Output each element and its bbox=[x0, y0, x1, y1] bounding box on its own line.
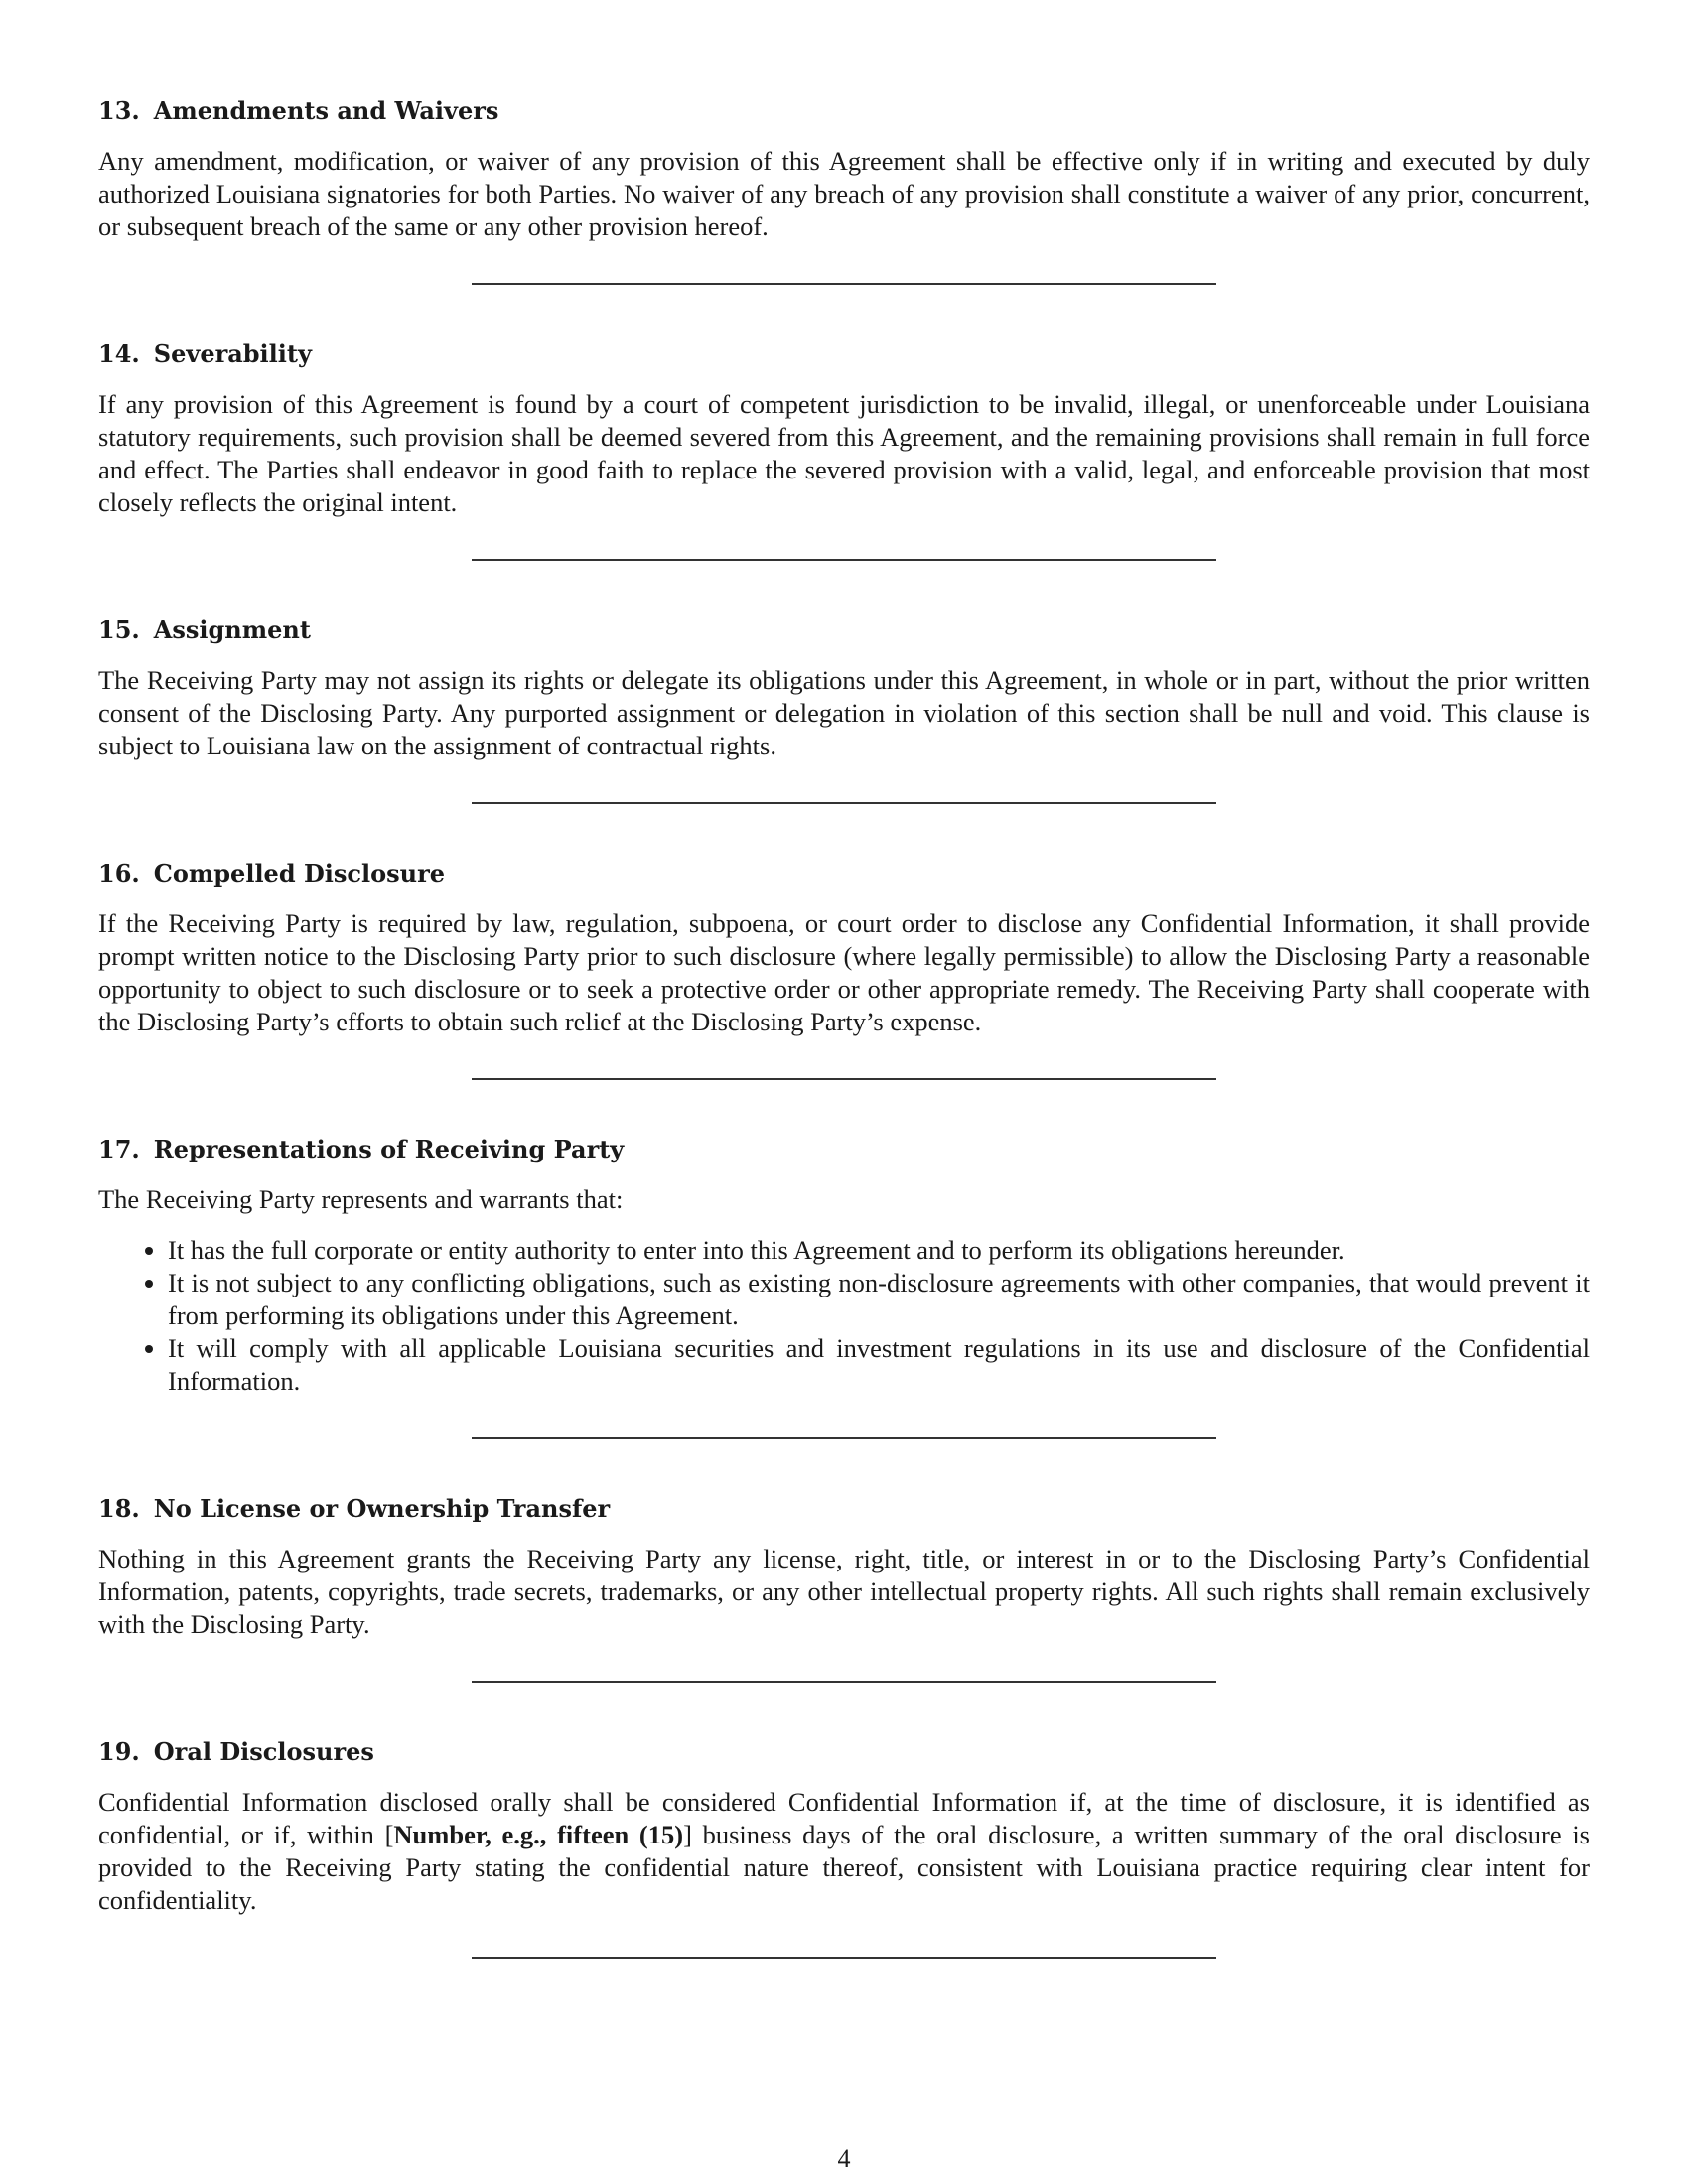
section-text: Any amendment, modification, or waiver of any provision of this Agreement shall be effective only if in writing and executed by duly authorized Louisiana signatories for both Parties. No waiver of any breach of any provision shall constitute a waiver of any prior, concurrent, or subsequent breach of the same or any other provision hereof. bbox=[98, 146, 1590, 241]
section-title: Representations of Receiving Party bbox=[153, 1135, 625, 1163]
section-heading bbox=[98, 858, 1590, 889]
section-number: 17. bbox=[98, 1135, 140, 1163]
section-heading bbox=[98, 614, 1590, 646]
text-before-placeholder: Confidential Information disclosed orally shall be considered Confidential Information if, at the time of disclosure, it is identified as confidential, or if, within [ bbox=[98, 1787, 1590, 1849]
representations-list bbox=[98, 1234, 1590, 1398]
section-divider bbox=[472, 1957, 1216, 1959]
section-number: 15. bbox=[98, 615, 140, 644]
list-item: • It will comply with all applicable Louisiana securities and investment regulations in its use and disclosure of the Confidential Information. bbox=[168, 1332, 1590, 1398]
section-title: Oral Disclosures bbox=[153, 1737, 374, 1766]
section-16 bbox=[98, 858, 1590, 1080]
section-13 bbox=[98, 95, 1590, 285]
list-item: • It is not subject to any conflicting obligations, such as existing non-disclosure agreements with other companies, that would prevent it from performing its obligations under this Agreement. bbox=[168, 1267, 1590, 1332]
section-text bbox=[98, 1786, 1590, 1917]
section-number: 18. bbox=[98, 1494, 140, 1523]
section-divider bbox=[472, 1437, 1216, 1439]
section-15 bbox=[98, 614, 1590, 804]
section-divider bbox=[472, 1078, 1216, 1080]
section-number: 19. bbox=[98, 1737, 140, 1766]
section-title: Amendments and Waivers bbox=[153, 96, 499, 125]
placeholder-field: Number, e.g., fifteen (15) bbox=[393, 1820, 684, 1849]
section-text: If any provision of this Agreement is found by a court of competent jurisdiction to be invalid, illegal, or unenforceable under Louisiana statutory requirements, such provision shall be deemed severed from this Agreement, and the remaining provisions shall remain in full force and effect. The Parties shall endeavor in good faith to replace the severed provision with a valid, legal, and enforceable provision that most closely reflects the original intent. bbox=[98, 389, 1590, 517]
section-number: 13. bbox=[98, 96, 140, 125]
section-text: Nothing in this Agreement grants the Receiving Party any license, right, title, or interest in or to the Disclosing Party’s Confidential Information, patents, copyrights, trade secrets, trademarks, or any other intellectual property rights. All such rights shall remain exclusively with the Disclosing Party. bbox=[98, 1544, 1590, 1639]
section-text: The Receiving Party represents and warrants that: bbox=[98, 1184, 624, 1214]
section-text: The Receiving Party may not assign its rights or delegate its obligations under this Agreement, in whole or in part, without the prior written consent of the Disclosing Party. Any purported assignment or delegation in violation of this section shall be null and void. This clause is subject to Louisiana law on the assignment of contractual rights. bbox=[98, 665, 1590, 760]
section-title: Assignment bbox=[153, 615, 311, 644]
section-title: No License or Ownership Transfer bbox=[153, 1494, 611, 1523]
section-19 bbox=[98, 1736, 1590, 1959]
document-page bbox=[98, 95, 1590, 1959]
section-18 bbox=[98, 1493, 1590, 1683]
section-14 bbox=[98, 339, 1590, 561]
section-heading bbox=[98, 95, 1590, 127]
section-17 bbox=[98, 1134, 1590, 1439]
section-divider bbox=[472, 802, 1216, 804]
section-divider bbox=[472, 1681, 1216, 1683]
section-title: Severability bbox=[153, 340, 312, 368]
page-number: 4 bbox=[837, 2144, 851, 2173]
section-heading bbox=[98, 1134, 1590, 1165]
section-heading bbox=[98, 1736, 1590, 1768]
section-heading bbox=[98, 339, 1590, 370]
section-number: 16. bbox=[98, 859, 140, 887]
section-text: If the Receiving Party is required by law, regulation, subpoena, or court order to disclose any Confidential Information, it shall provide prompt written notice to the Disclosing Party prior to such disclosure (where legally permissible) to allow the Disclosing Party a reasonable opportunity to object to such disclosure or to seek a protective order or other appropriate remedy. The Receiving Party shall cooperate with the Disclosing Party’s efforts to obtain such relief at the Disclosing Party’s expense. bbox=[98, 908, 1590, 1036]
section-number: 14. bbox=[98, 340, 140, 368]
section-title: Compelled Disclosure bbox=[153, 859, 446, 887]
section-heading bbox=[98, 1493, 1590, 1525]
text-after-placeholder: ] business days of the oral disclosure, a written summary of the oral disclosure is provided to the Receiving Party stating the confidential nature thereof, consistent with Louisiana practice requiring clear intent for confidentiality. bbox=[98, 1820, 1590, 1915]
section-divider bbox=[472, 283, 1216, 285]
list-item: • It has the full corporate or entity authority to enter into this Agreement and to perform its obligations hereunder. bbox=[168, 1234, 1590, 1267]
section-divider bbox=[472, 559, 1216, 561]
